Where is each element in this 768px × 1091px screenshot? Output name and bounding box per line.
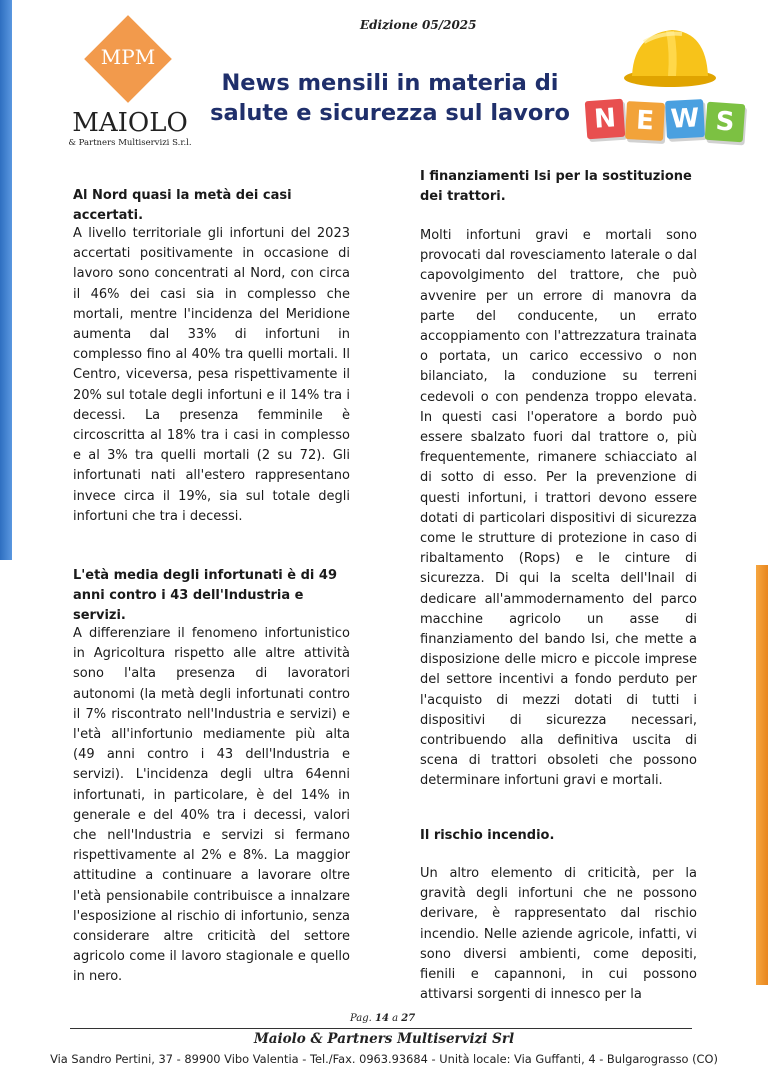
footer-divider <box>70 1028 692 1029</box>
footer-company: Maiolo & Partners Multiservizi Srl <box>253 1031 515 1047</box>
paragraph-isi: Molti infortuni gravi e mortali sono provocati dal rovesciamento laterale o dal capovolgimento del trattore, che può avvenire per un errore di manovra da parte del conducente, un errato accoppiamento con l'attrezzatura trainata o portata, un carico eccessivo o non bilanciato, la conduzione su terreni cedevoli o con pendenza troppo elevata. In questi casi l'operatore a bordo può essere sbalzato fuori dal trattore o, più frequentemente, rimanere schiacciato al di sotto di esso. Per la prevenzione di questi infortuni, i trattori devono essere dotati di particolari dispositivi di sicurezza come le strutture di protezione in caso di ribaltamento (Rops) e le cinture di sicurezza. Di qui la scelta dell'Inail di dedicare all'ammodernamento del parco macchine agricolo un asse di finanziamento del bando Isi, che mette a disposizione delle micro e piccole imprese del settore incentivi a fondo perduto per l'acquisto di mezzi dotati di tutti i dispositivi di sicurezza necessari, contribuendo alla definitiva uscita di scena di trattori obsoleti che possono determinare infortuni gravi e mortali. <box>420 228 697 789</box>
page-number: Pag. 14 a 27 <box>350 1013 416 1024</box>
news-letter-e: E <box>625 101 665 141</box>
section-heading-north: Al Nord quasi la metà dei casi accertati. <box>73 188 292 224</box>
right-decorative-bar <box>756 565 768 985</box>
news-letter-s: S <box>705 102 746 143</box>
newsletter-title <box>205 68 575 128</box>
logo-name: MAIOLO <box>72 108 188 138</box>
edition-label: Edizione 05/2025 <box>360 18 477 32</box>
title-line-1: News mensili in materia di <box>221 70 559 96</box>
paragraph-north: A livello territoriale gli infortuni del 2023 accertati positivamente in occasione di lavoro sono concentrati al Nord, con circa il 46% dei casi sia in complesso che mortali, mentre l'incidenza del Meridione aumenta dal 33% di infortuni in complesso fino al 40% tra quelli mortali. Il Centro, viceversa, pesa rispettivamente il 20% sul totale degli infortuni e il 14% tra i decessi. La presenza femminile è circoscritta al 18% tra i casi in complesso e al 3% tra quelli mortali (2 su 72). Gli infortunati nati all'estero rappresentano invece circa il 19%, sia sul totale degli infortuni che tra i decessi. <box>73 226 350 524</box>
left-decorative-bar <box>0 0 12 560</box>
footer-address: Via Sandro Pertini, 37 - 89900 Vibo Valentia - Tel./Fax. 0963.93684 - Unità locale: Via Guffanti, 4 - Bulgarograsso (CO) <box>50 1052 718 1066</box>
news-letter-n: N <box>585 99 626 140</box>
hard-hat-icon <box>622 22 718 90</box>
company-logo <box>60 24 200 154</box>
logo-mark: MPM <box>100 45 156 69</box>
news-blocks <box>586 100 744 141</box>
section-heading-age: L'età media degli infortunati è di 49 anni contro i 43 dell'Industria e servizi. <box>73 568 338 624</box>
section-heading-isi: I finanziamenti Isi per la sostituzione dei trattori. <box>420 169 692 205</box>
news-letter-w: W <box>665 99 705 139</box>
logo-subtitle: & Partners Multiservizi S.r.l. <box>68 138 192 148</box>
paragraph-fire: Un altro elemento di criticità, per la gravità degli infortuni che ne possono derivare, è rappresentato dal rischio incendio. Nelle aziende agricole, infatti, vi sono diversi ambienti, come depositi, fienili e capannoni, in cui possono attivarsi sorgenti di innesco per la <box>420 866 697 1003</box>
title-line-2: salute e sicurezza sul lavoro <box>210 100 570 126</box>
section-heading-fire: Il rischio incendio. <box>420 828 555 843</box>
paragraph-age: A differenziare il fenomeno infortunistico in Agricoltura rispetto alle altre attività sono l'alta presenza di lavoratori autonomi (la metà degli infortunati contro il 7% riscontrato nell'Industria e servizi) e l'età all'infortunio mediamente più alta (49 anni contro i 43 dell'Industria e servizi). L'incidenza degli ultra 64enni infortunati, in particolare, è del 14% in generale e del 40% tra i decessi, valori che nell'Industria e servizi si fermano rispettivamente al 2% e 8%. La maggior attitudine a continuare a lavorare oltre l'età pensionabile contribuisce a innalzare l'esposizione al rischio di infortunio, senza considerare altre criticità del settore agricolo come il lavoro stagionale e quello in nero. <box>73 626 350 985</box>
